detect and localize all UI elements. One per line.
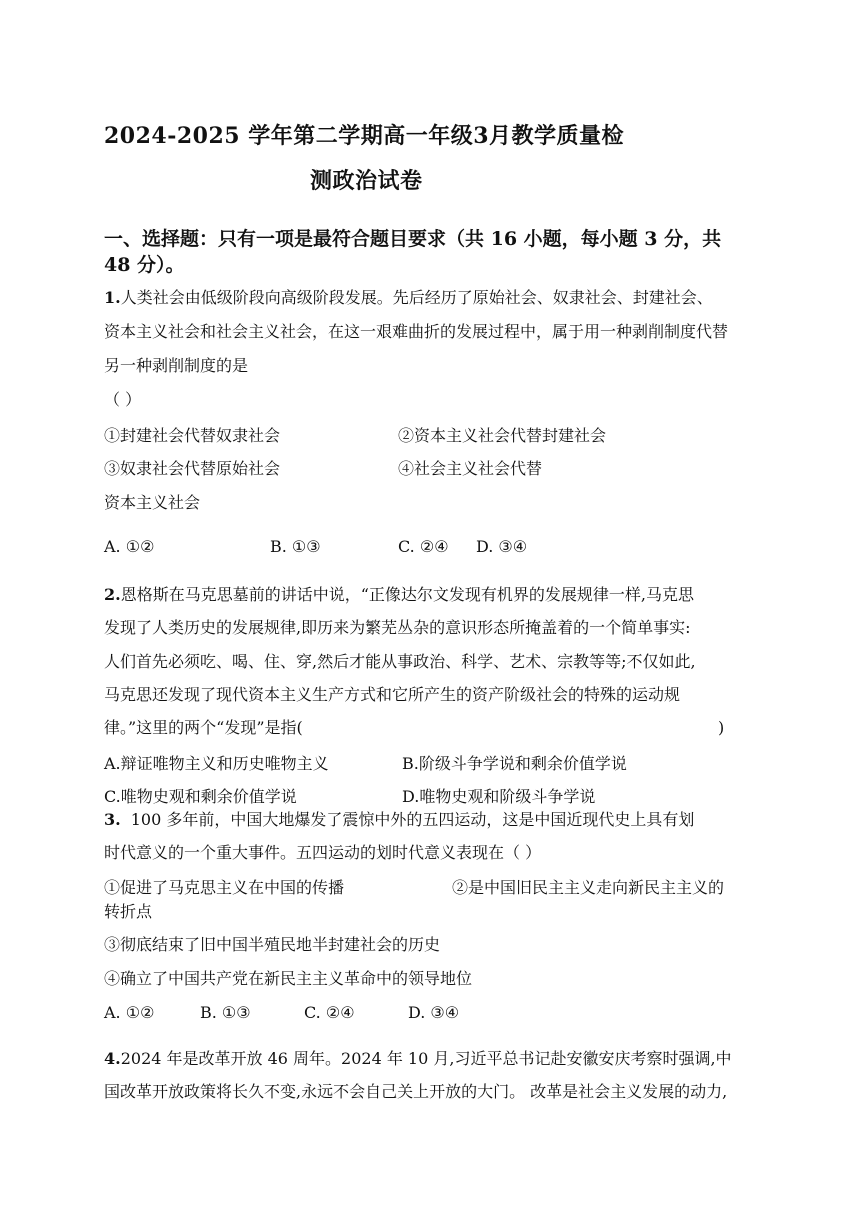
question-3-line1: 100 多年前，中国大地爆发了震惊中外的五四运动，这是中国近现代史上具有划 <box>130 810 695 829</box>
question-3-line2: 时代意义的一个重大事件。五四运动的划时代意义表现在（ ） <box>104 843 542 862</box>
section-heading-line2: 48 分）。 <box>104 254 185 276</box>
question-2-line1: 恩格斯在马克思墓前的讲话中说，“正像达尔文发现有机界的发展规律一样,马克思 <box>120 585 694 604</box>
question-4-line2: 国改革开放政策将长久不变,永远不会自己关上开放的大门。 改革是社会主义发展的动力, <box>104 1082 728 1101</box>
question-1-text-line1 <box>104 290 713 306</box>
question-1-statement-4-cont: 资本主义社会 <box>104 493 201 512</box>
question-4-number: 4. <box>104 1049 121 1068</box>
question-1-statement-3: ③奴隶社会代替原始社会 <box>104 459 281 478</box>
question-3-statement-4: ④确立了中国共产党在新民主主义革命中的领导地位 <box>104 969 473 988</box>
question-3-choice-d: D. ③④ <box>408 1003 460 1022</box>
question-3-number: 3. <box>104 810 121 829</box>
exam-title-line1: 2024-2025 学年第二学期高一年级3月教学质量检 <box>104 123 625 149</box>
question-1-line2: 资本主义社会和社会主义社会，在这一艰难曲折的发展过程中，属于用一种剥削制度代替 <box>104 322 729 341</box>
question-1-statement-2: ②资本主义社会代替封建社会 <box>398 426 607 445</box>
question-1-line1: 人类社会由低级阶段向高级阶段发展。先后经历了原始社会、奴隶社会、封建社会、 <box>120 288 713 307</box>
question-2-choice-c: C.唯物史观和剩余价值学说 <box>104 787 297 806</box>
question-1-choice-b: B. ①③ <box>270 537 321 556</box>
question-2-text-line1 <box>104 587 694 603</box>
question-3-statement-2-cont: 转折点 <box>104 902 153 921</box>
exam-title-line2: 测政治试卷 <box>310 168 423 194</box>
question-1-number: 1. <box>104 288 121 307</box>
question-1-answer-paren: （ ） <box>104 390 142 409</box>
question-3-choice-b: B. ①③ <box>200 1003 251 1022</box>
question-3-choice-a: A. ①② <box>104 1003 155 1022</box>
question-2-choice-b: B.阶级斗争学说和剩余价值学说 <box>402 754 627 773</box>
question-2-choice-a: A.辩证唯物主义和历史唯物主义 <box>104 754 329 773</box>
question-2-number: 2. <box>104 585 121 604</box>
question-3-statement-3: ③彻底结束了旧中国半殖民地半封建社会的历史 <box>104 935 441 954</box>
question-1-choice-d: D. ③④ <box>476 537 528 556</box>
question-1-line3: 另一种剥削制度的是 <box>104 356 249 375</box>
question-1-choice-a: A. ①② <box>104 537 155 556</box>
question-4-text-line1 <box>104 1051 732 1067</box>
question-4-line1: 2024 年是改革开放 46 周年。2024 年 10 月,习近平总书记赴安徽安庆考察时强调,中 <box>120 1049 732 1068</box>
question-3-text-line1 <box>104 812 694 828</box>
question-3-statement-1: ①促进了马克思主义在中国的传播 <box>104 878 345 897</box>
question-2-line4: 马克思还发现了现代资本主义生产方式和它所产生的资产阶级社会的特殊的运动规 <box>104 685 681 704</box>
question-2-close-paren: ) <box>718 718 725 737</box>
question-3-choice-c: C. ②④ <box>304 1003 355 1022</box>
question-1-choice-c: C. ②④ <box>398 537 449 556</box>
section-heading-line1: 一、选择题：只有一项是最符合题目要求（共 16 小题，每小题 3 分，共 <box>104 228 722 250</box>
question-2-line2: 发现了人类历史的发展规律,即历来为繁芜丛杂的意识形态所掩盖着的一个简单事实: <box>104 618 691 637</box>
question-2-line3: 人们首先必须吃、喝、住、穿,然后才能从事政治、科学、艺术、宗教等等;不仅如此, <box>104 652 696 671</box>
question-1-statement-4: ④社会主义社会代替 <box>398 459 543 478</box>
question-2-line5: 律。”这里的两个“发现”是指( <box>104 718 303 737</box>
question-2-choice-d: D.唯物史观和阶级斗争学说 <box>402 787 596 806</box>
question-1-statement-1: ①封建社会代替奴隶社会 <box>104 426 281 445</box>
question-3-statement-2: ②是中国旧民主主义走向新民主主义的 <box>452 878 725 897</box>
